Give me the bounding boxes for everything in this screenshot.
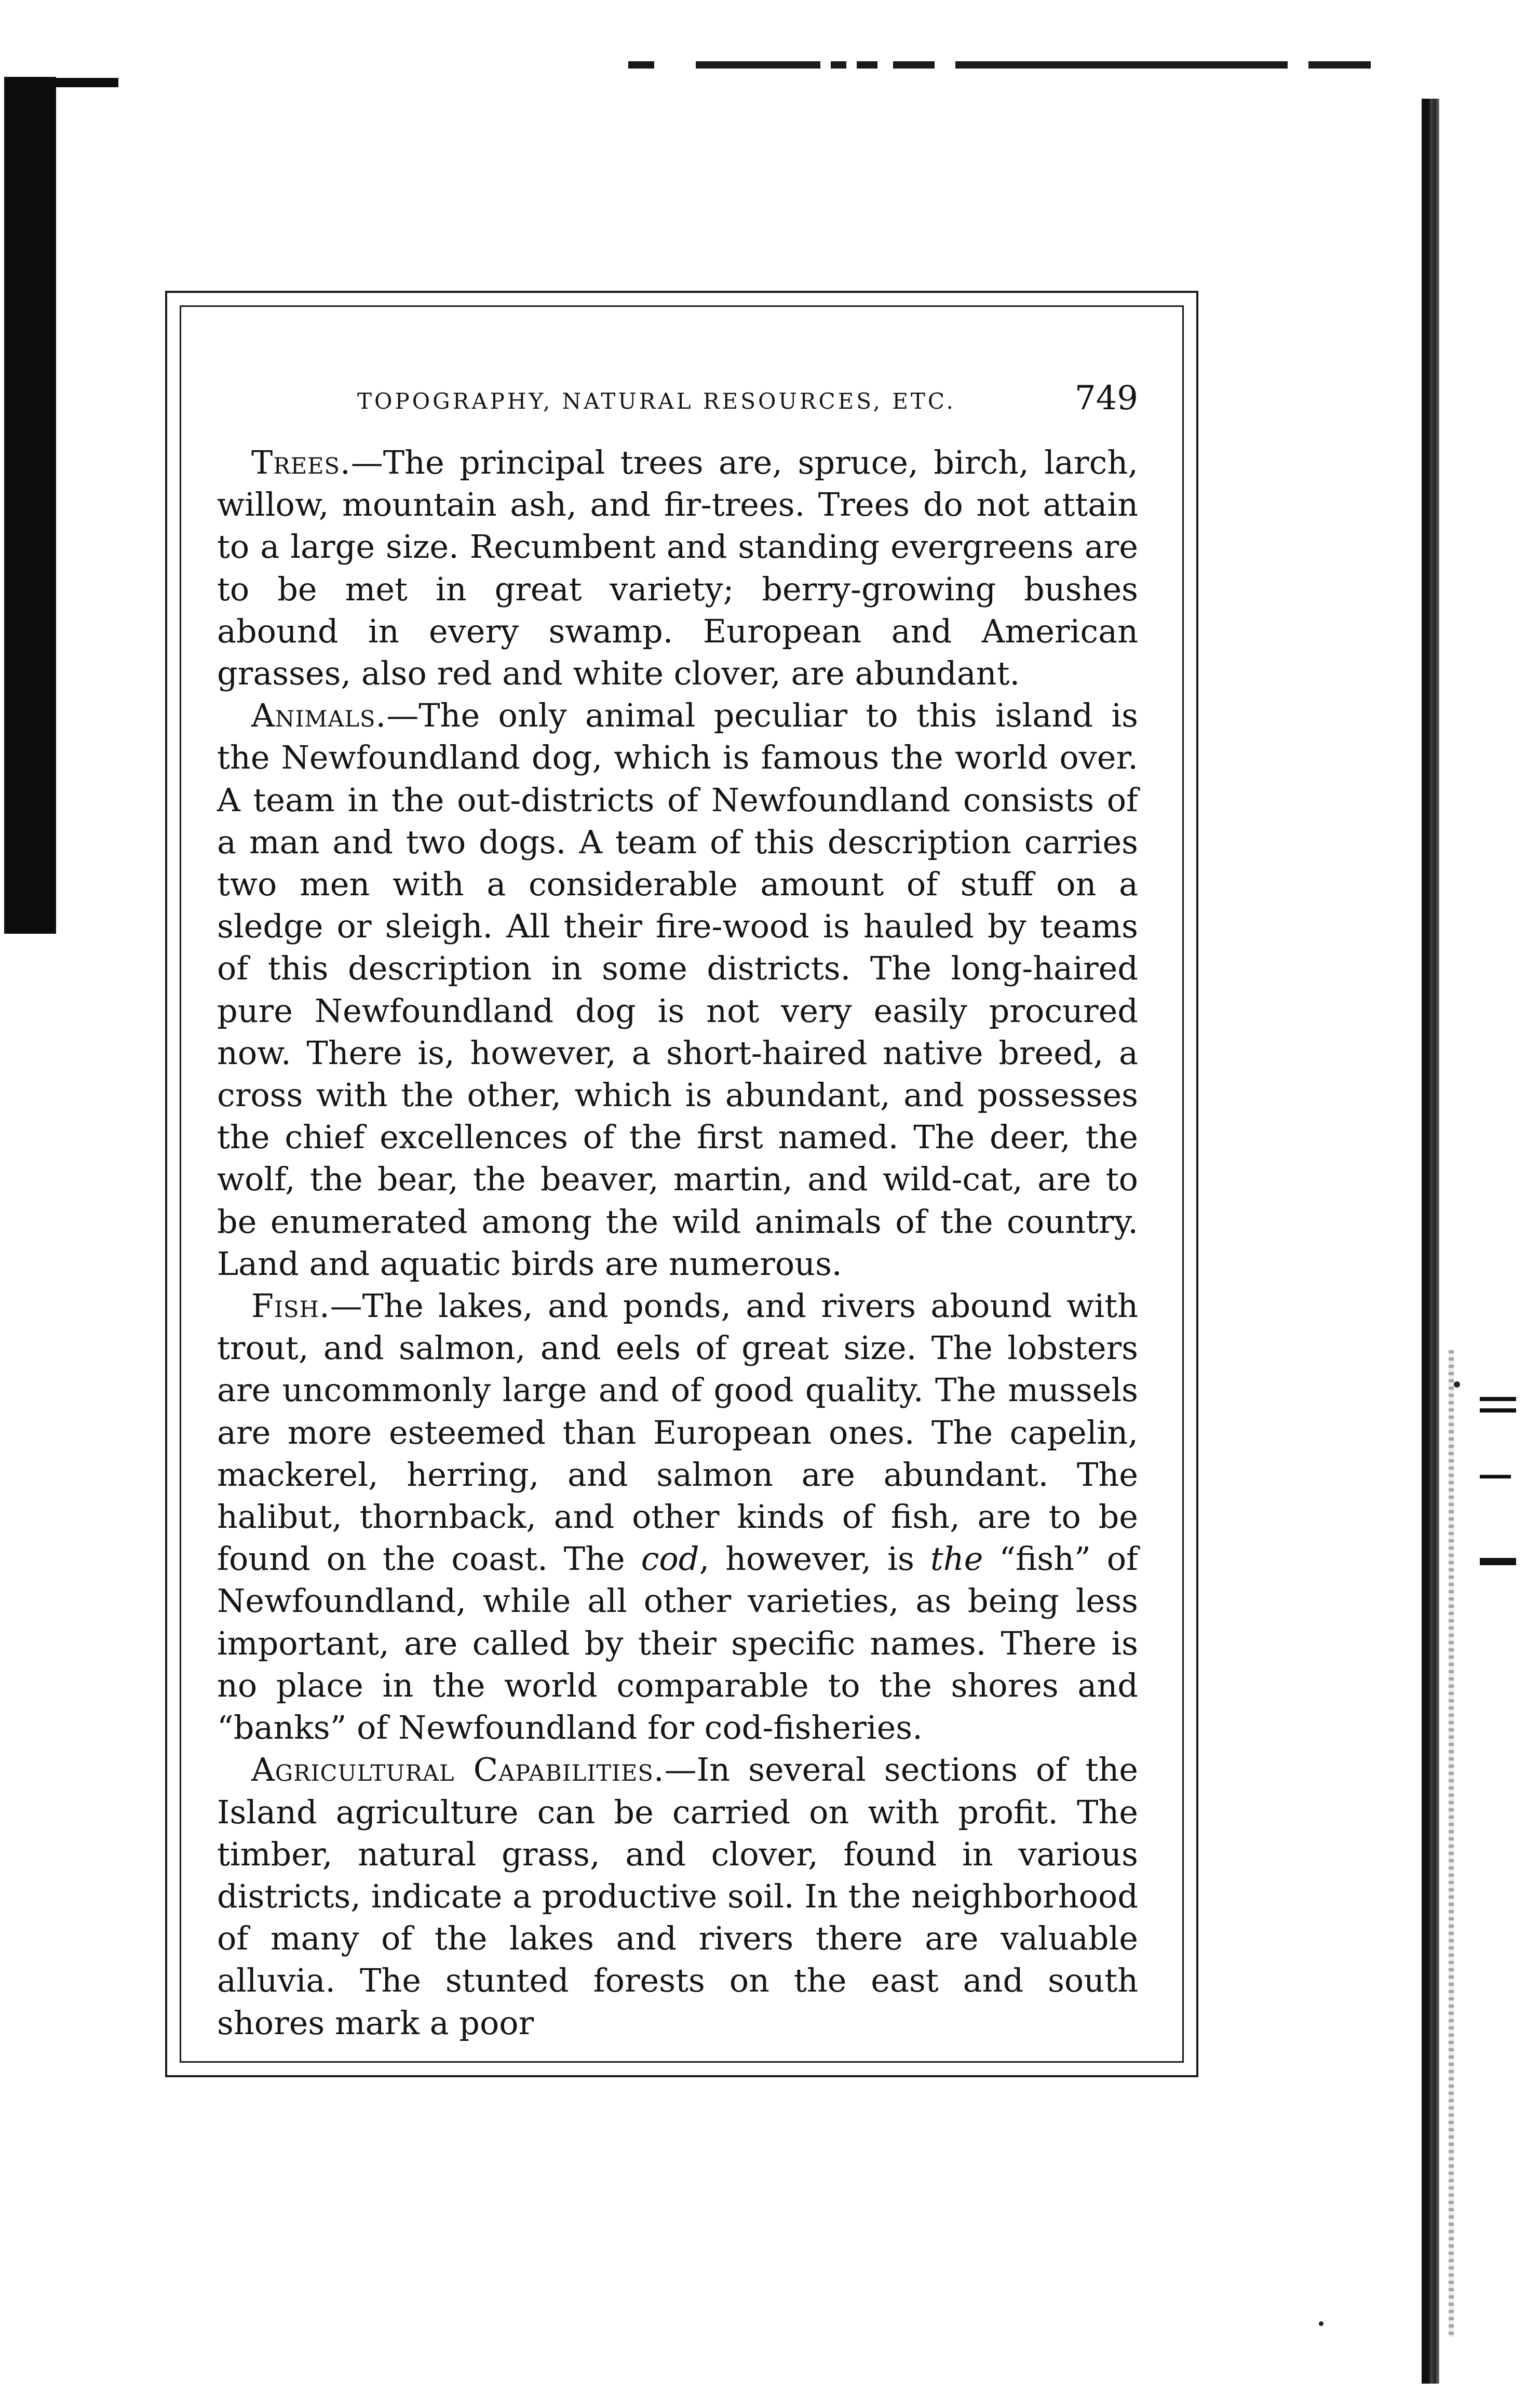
page-number: 749 (1074, 379, 1138, 418)
scan-binding-texture (1449, 1350, 1454, 2337)
paragraph-text: —The lakes, and ponds, and rivers abound with trout, and salmon, and eels of great size. The lobsters are uncommonly large and of good quality. The mussels are more esteemed than European ones. The capelin, mackerel, herring, and salmon are abundant. The halibut, thornback, and other kinds of fish, are to be found on the coast. The (217, 1287, 1138, 1578)
scan-edge-mark (1480, 1408, 1516, 1413)
scan-top-mark (893, 61, 935, 69)
scan-edge-mark (1480, 1558, 1516, 1565)
paragraph-text: , however, is (699, 1540, 930, 1578)
page-body (217, 441, 1138, 2044)
scan-top-mark (628, 61, 654, 69)
scan-top-mark (1308, 61, 1371, 69)
paragraph-text: —In several sections of the Island agriculture can be carried on with profit. The timber, natural grass, and clover, found in various districts, indicate a productive soil. In the neighborhood of many of the lakes and rivers there are valuable alluvia. The stunted forests on the east and south shores mark a poor (217, 1751, 1138, 2042)
paragraph-heading: Animals. (251, 696, 387, 735)
paragraph-heading: Trees. (251, 443, 351, 481)
paragraph-animals (217, 694, 1138, 1285)
emphasis-cod: cod (641, 1540, 699, 1578)
scan-edge-mark (1480, 1475, 1511, 1478)
paragraph-text: —The only animal peculiar to this island is the Newfoundland dog, which is famous the world over. A team in the out-districts of Newfoundland consists of a man and two dogs. A team of this description carries two men with a considerable amount of stuff on a sledge or sleigh. All their fire-wood is hauled by teams of this description in some districts. The long-haired pure Newfoundland dog is not very easily procured now. There is, however, a short-haired native breed, a cross with the other, which is abundant, and possesses the chief excellences of the first named. The deer, the wolf, the bear, the beaver, martin, and wild-cat, are to be enumerated among the wild animals of the country. Land and aquatic birds are numerous. (217, 696, 1138, 1283)
scan-speck (1454, 1381, 1460, 1388)
paragraph-fish (217, 1285, 1138, 1749)
emphasis-the: the (930, 1540, 983, 1578)
scan-edge-cap (4, 78, 118, 87)
paragraph-heading: Fish. (251, 1287, 330, 1325)
scan-top-mark (831, 61, 846, 69)
paragraph-heading: Agricultural Capabilities. (251, 1751, 665, 1789)
scan-speck (1319, 2321, 1323, 2326)
paragraph-text: —The principal trees are, spruce, birch, larch, willow, mountain ash, and fir-trees. Trees do not attain to a large size. Recumbent and standing evergreens are to be met in great variety; berry-growing bushes abound in every swamp. European and American grasses, also red and white clover, are abundant. (217, 443, 1138, 693)
paragraph-agriculture (217, 1749, 1138, 2043)
scan-edge-shadow (4, 77, 56, 934)
scan-top-mark (955, 61, 1288, 69)
scan-top-mark (857, 61, 877, 69)
paragraph-text: “fish” of Newfoundland, while all other varieties, as being less important, are called by their specific names. There is no place in the world comparable to the shores and “banks” of Newfoundland for cod-fisheries. (217, 1540, 1139, 1747)
running-head-title: TOPOGRAPHY, NATURAL RESOURCES, ETC. (357, 388, 956, 414)
running-head (217, 379, 1138, 426)
paragraph-trees (217, 441, 1138, 694)
scan-edge-mark (1480, 1397, 1516, 1401)
scan-top-mark (696, 61, 820, 69)
scan-binding-edge (1422, 99, 1439, 2384)
